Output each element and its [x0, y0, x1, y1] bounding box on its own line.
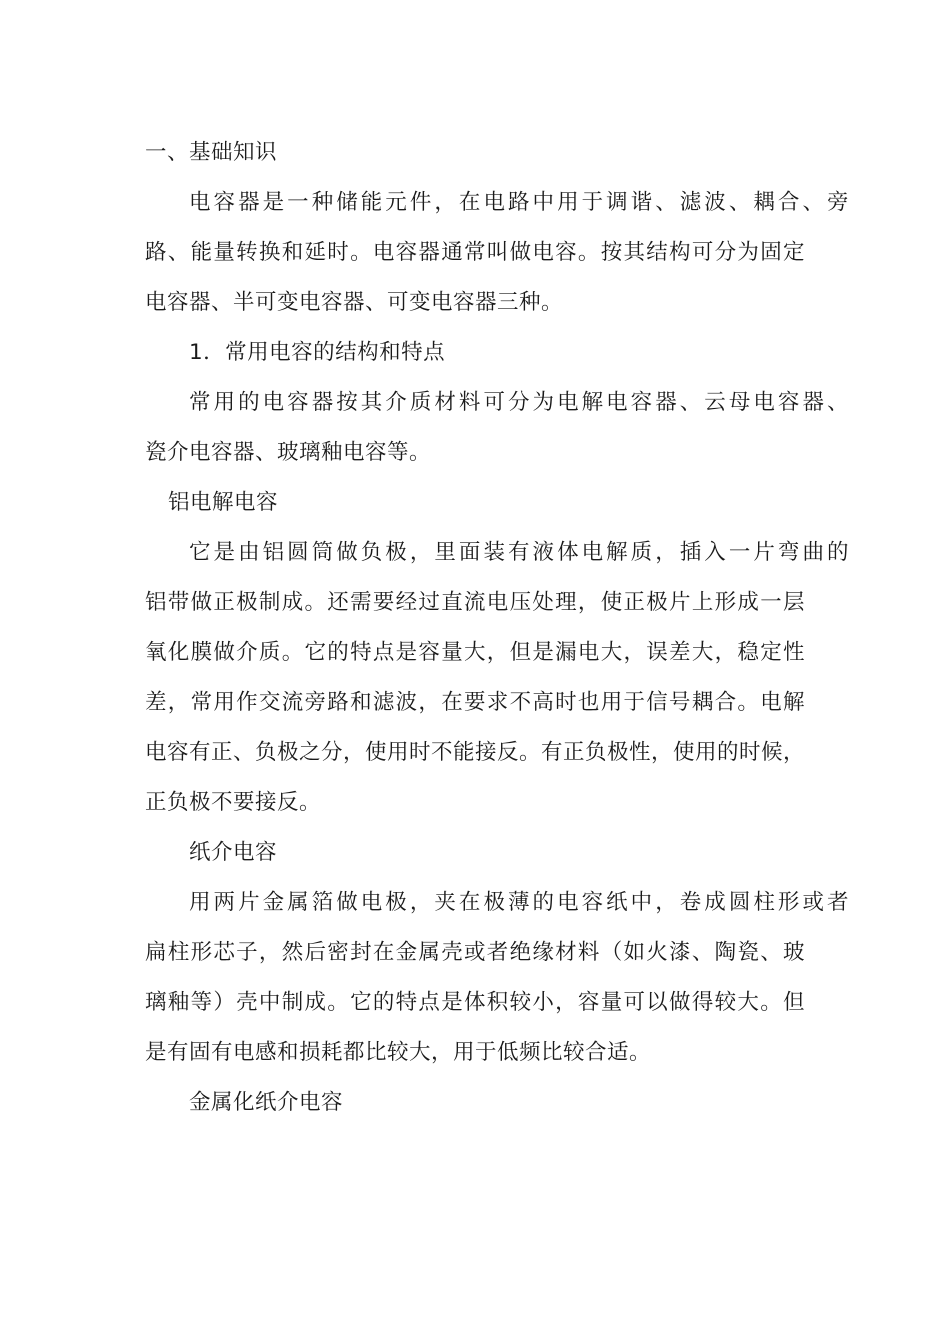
- paragraph-line: 氧化膜做介质。它的特点是容量大，但是漏电大，误差大，稳定性: [145, 640, 805, 665]
- paragraph-line: 扁柱形芯子，然后密封在金属壳或者绝缘材料（如火漆、陶瓷、玻: [145, 940, 805, 965]
- paragraph-line: 它是由铝圆筒做负极，里面装有液体电解质，插入一片弯曲的: [189, 540, 849, 565]
- subsection-heading: 1．常用电容的结构和特点: [189, 340, 446, 365]
- document-body: [145, 128, 849, 1128]
- paragraph-line: 正负极不要接反。: [145, 790, 322, 815]
- paragraph-line: 铝带做正极制成。还需要经过直流电压处理，使正极片上形成一层: [145, 590, 805, 615]
- paragraph-line: 璃釉等）壳中制成。它的特点是体积较小，容量可以做得较大。但: [145, 990, 805, 1015]
- paragraph-line: 路、能量转换和延时。电容器通常叫做电容。按其结构可分为固定: [145, 240, 805, 265]
- paragraph-line: 差，常用作交流旁路和滤波，在要求不高时也用于信号耦合。电解: [145, 690, 805, 715]
- paragraph-line: 常用的电容器按其介质材料可分为电解电容器、云母电容器、: [189, 390, 849, 415]
- section-heading: 一、基础知识: [145, 140, 278, 165]
- paragraph-line: 电容器是一种储能元件，在电路中用于调谐、滤波、耦合、旁: [189, 190, 849, 215]
- item-heading: 纸介电容: [189, 840, 278, 865]
- paragraph-line: 瓷介电容器、玻璃釉电容等。: [145, 440, 432, 465]
- item-heading: 铝电解电容: [168, 490, 279, 515]
- item-heading: 金属化纸介电容: [189, 1090, 344, 1115]
- paragraph-line: 用两片金属箔做电极，夹在极薄的电容纸中，卷成圆柱形或者: [189, 890, 849, 915]
- paragraph-line: 电容有正、负极之分，使用时不能接反。有正负极性，使用的时候，: [145, 740, 806, 765]
- paragraph-line: 是有固有电感和损耗都比较大，用于低频比较合适。: [145, 1040, 652, 1065]
- paragraph-line: 电容器、半可变电容器、可变电容器三种。: [145, 290, 564, 315]
